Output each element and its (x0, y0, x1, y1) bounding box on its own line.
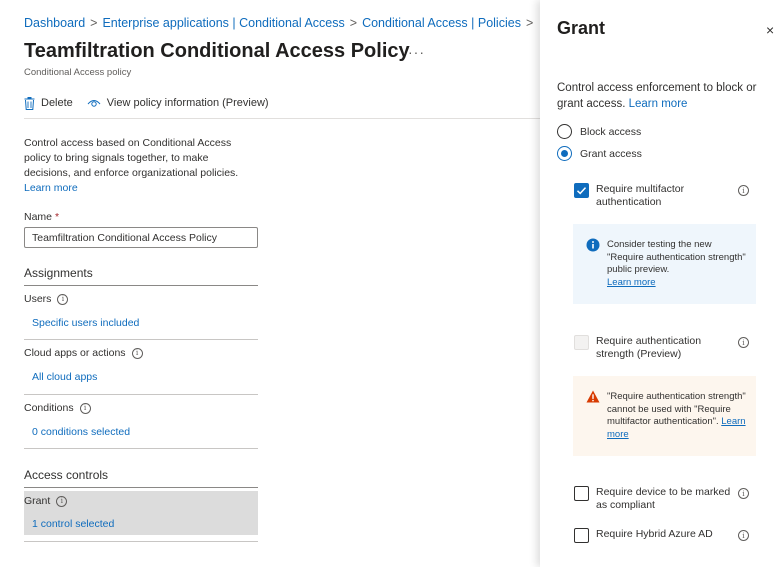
grant-panel (540, 0, 776, 567)
mfa-label: Require multifactor authentication (596, 183, 685, 208)
checkmark-icon (575, 184, 588, 197)
info-circle-icon (586, 238, 600, 257)
access-controls-divider (24, 487, 258, 488)
conditions-selection-link[interactable]: 0 conditions selected (32, 426, 131, 438)
grant-access-radio[interactable] (557, 146, 642, 161)
view-policy-info-button[interactable] (87, 97, 269, 109)
cloud-apps-divider (24, 394, 258, 395)
breadcrumb-enterprise-apps[interactable]: Enterprise applications | Conditional Access (102, 16, 345, 30)
compliant-device-checkbox[interactable] (574, 486, 589, 501)
radio-selected[interactable] (557, 146, 572, 161)
name-field-label (24, 211, 59, 223)
block-access-label: Block access (580, 125, 642, 138)
info-icon[interactable]: i (132, 348, 143, 359)
info-icon[interactable]: i (738, 488, 749, 499)
view-policy-info-label: View policy information (Preview) (106, 97, 269, 109)
grant-selection-link[interactable]: 1 control selected (32, 518, 115, 530)
conditions-label-text: Conditions (24, 402, 74, 414)
breadcrumb-dashboard[interactable]: Dashboard (24, 16, 86, 30)
hybrid-azure-ad-label: Require Hybrid Azure AD (596, 528, 713, 540)
panel-title: Grant (557, 18, 606, 38)
info-message-text (607, 239, 749, 289)
grant-divider (24, 541, 258, 542)
info-learn-more-link[interactable]: Learn more (607, 276, 656, 288)
compliant-device-label: Require device to be marked as compliant (596, 486, 731, 511)
breadcrumb-separator: > (525, 16, 534, 30)
breadcrumb (24, 16, 538, 30)
info-icon[interactable]: i (57, 294, 68, 305)
more-options-button[interactable]: ··· (408, 44, 425, 60)
grant-label-text: Grant (24, 495, 51, 507)
breadcrumb-separator: > (90, 16, 98, 30)
users-selection-link[interactable]: Specific users included (32, 317, 140, 329)
conditions-label (24, 402, 91, 414)
header-divider (24, 118, 540, 119)
hybrid-azure-ad-checkbox[interactable] (574, 528, 589, 543)
warning-icon (586, 390, 600, 408)
assignments-heading: Assignments (24, 266, 93, 280)
users-label-text: Users (24, 293, 52, 305)
close-icon[interactable]: × (766, 22, 775, 38)
info-icon[interactable]: i (738, 337, 749, 348)
info-message-body: Consider testing the new "Require authentication strength" public preview. (607, 239, 746, 275)
delete-label: Delete (41, 97, 73, 109)
panel-description-text: Control access enforcement to block or grant access. (557, 82, 757, 110)
grant-access-label: Grant access (580, 147, 642, 160)
cloud-apps-label-text: Cloud apps or actions (24, 347, 126, 359)
access-controls-heading: Access controls (24, 468, 109, 482)
warning-message-body: "Require authentication strength" cannot be used with "Require multifactor authentication". (607, 391, 746, 427)
required-marker: * (54, 211, 60, 223)
page-title: Teamfiltration Conditional Access Policy (24, 40, 410, 62)
block-access-radio[interactable] (557, 124, 641, 139)
conditions-divider (24, 448, 258, 449)
trash-icon (24, 97, 35, 110)
mfa-checkbox[interactable] (574, 183, 589, 198)
panel-learn-more-link[interactable]: Learn more (628, 98, 688, 110)
breadcrumb-policies[interactable]: Conditional Access | Policies (362, 16, 521, 30)
grant-row-selected[interactable] (24, 491, 258, 535)
breadcrumb-separator: > (349, 16, 358, 30)
info-message-bar (573, 224, 756, 304)
intro-learn-more-link[interactable]: Learn more (24, 182, 78, 194)
grant-label (24, 495, 67, 507)
name-label-text: Name (24, 211, 53, 223)
assignments-divider (24, 285, 258, 286)
warning-message-text (607, 391, 749, 441)
info-icon[interactable]: i (80, 403, 91, 414)
users-divider (24, 339, 258, 340)
auth-strength-label: Require authentication strength (Preview) (596, 335, 702, 360)
auth-strength-checkbox (574, 335, 589, 350)
intro-description: Control access based on Conditional Access policy to bring signals together, to make decisions, and enforce organizational policies. (24, 137, 239, 179)
info-icon[interactable]: i (56, 496, 67, 507)
info-icon[interactable]: i (738, 530, 749, 541)
delete-button[interactable] (24, 97, 73, 110)
intro-text (24, 136, 254, 196)
panel-description (557, 80, 769, 112)
command-bar (24, 94, 283, 112)
page-subtitle: Conditional Access policy (24, 67, 132, 78)
users-label (24, 293, 68, 305)
policy-name-input[interactable] (24, 227, 258, 248)
info-icon[interactable]: i (738, 185, 749, 196)
radio-unselected[interactable] (557, 124, 572, 139)
warning-learn-more-link[interactable]: Learn more (607, 416, 746, 440)
cloud-apps-selection-link[interactable]: All cloud apps (32, 371, 98, 383)
warning-message-bar (573, 376, 756, 456)
eye-icon (87, 98, 101, 108)
cloud-apps-label (24, 347, 143, 359)
